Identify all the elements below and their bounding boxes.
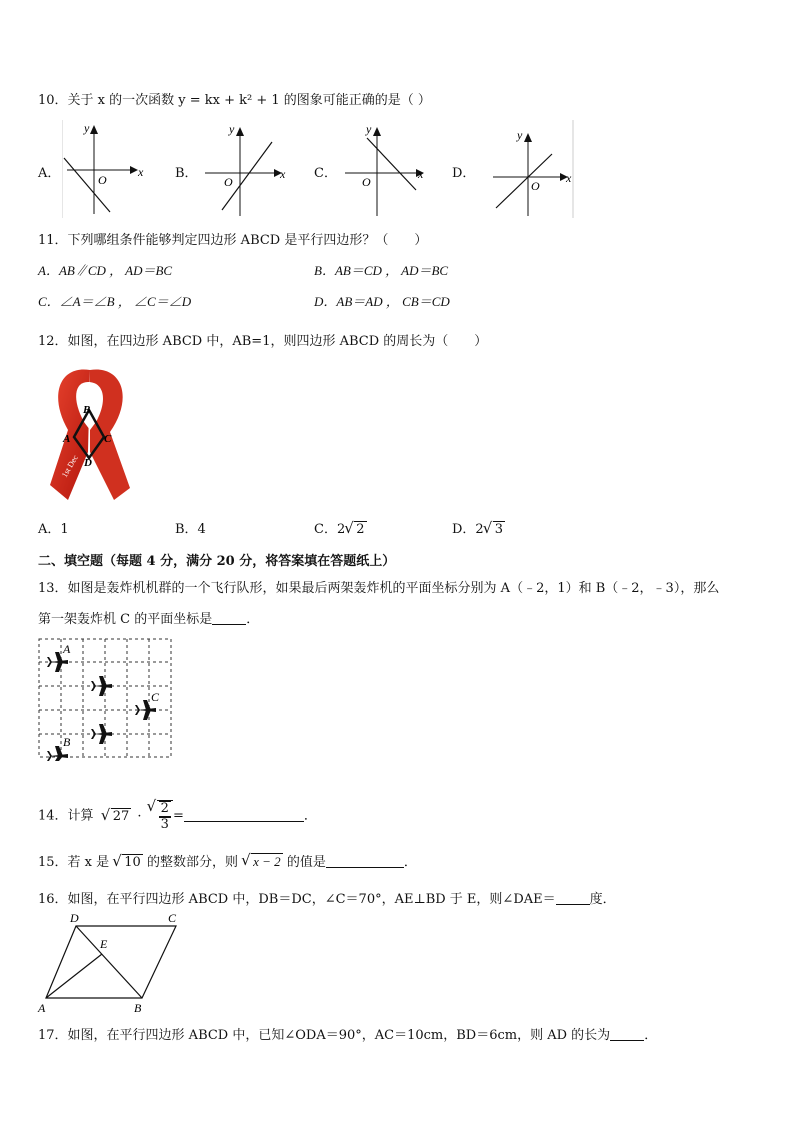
q10-graph-d — [488, 120, 576, 218]
q12-ribbon-figure — [38, 360, 138, 502]
point-e-label: E — [100, 937, 108, 951]
q10-graph-c — [340, 120, 435, 218]
q10-option-d-label: D． — [452, 166, 476, 181]
q10-stem: 10．关于 x 的一次函数 y = kx + k² + 1 的图象可能正确的是（ ） — [38, 93, 431, 108]
vertex-d-label: D — [70, 911, 79, 925]
axis-x-label: x — [280, 167, 286, 181]
plane-icon — [91, 676, 112, 696]
q13-line1: 13．如图是轰炸机机群的一个飞行队形，如果最后两架轰炸机的平面坐标分别为 A（﹣2，1）和 B（﹣2，﹣3），那么 — [38, 581, 720, 596]
axis-y-label: y — [517, 128, 523, 142]
vertex-b-label: B — [134, 1001, 142, 1014]
axis-x-label: x — [418, 167, 424, 181]
q15-stem: 15．若 x 是 √ 10 的整数部分，则 √ x − 2 的值是 ． — [38, 851, 417, 870]
vertex-b-label: B — [83, 404, 91, 416]
vertex-c-label: C — [104, 433, 112, 445]
q14-stem: 14．计算 √ 27 · √ $\frac{2}{3}$ = ． — [38, 800, 317, 832]
q11-option-d: D．AB＝AD ， CB＝CD — [314, 294, 450, 309]
q17-stem: 17．如图，在平行四边形 ABCD 中，已知∠ODA＝90°，AC＝10cm，BD＝6cm，则 AD 的长为 ． — [38, 1028, 658, 1043]
vertex-c-label: C — [168, 911, 177, 925]
origin-label: O — [531, 179, 540, 193]
plane-b-label: B — [63, 735, 71, 749]
vertex-a-label: A — [63, 433, 71, 445]
q11-option-b: B．AB＝CD ， AD＝BC — [314, 263, 449, 278]
vertex-d-label: D — [84, 457, 92, 469]
origin-label: O — [98, 173, 107, 187]
plane-c-label: C — [151, 690, 160, 704]
q11-option-c: C．∠A＝∠B ， ∠C＝∠D — [38, 294, 192, 309]
q16-parallelogram-figure — [36, 910, 186, 1014]
axis-x-label: x — [138, 165, 144, 179]
q12-option-b: B．4 — [175, 522, 206, 537]
q11-stem: 11．下列哪组条件能够判定四边形 ABCD 是平行四边形？（ ） — [38, 233, 428, 248]
q11-option-a: A．AB∥CD ， AD＝BC — [38, 263, 173, 278]
axis-y-label: y — [366, 122, 372, 136]
ribbon-text: 1st Dec — [59, 453, 80, 479]
q13-grid-figure — [38, 638, 174, 762]
plane-a-label: A — [63, 642, 71, 656]
axis-y-label: y — [84, 121, 90, 135]
q12-stem: 12．如图，在四边形 ABCD 中，AB=1，则四边形 ABCD 的周长为（ ） — [38, 334, 488, 349]
origin-label: O — [224, 175, 233, 189]
q10-option-c-label: C． — [314, 166, 337, 181]
q10-graph-a — [62, 120, 152, 218]
axis-y-label: y — [229, 122, 235, 136]
q10-option-a-label: A． — [38, 166, 61, 181]
plane-icon — [91, 724, 112, 744]
origin-label: O — [362, 175, 371, 189]
q13-line2: 第一架轰炸机 C 的平面坐标是 ． — [38, 612, 260, 627]
vertex-a-label: A — [38, 1001, 46, 1014]
q12-option-d: D．2√ 3 — [452, 518, 505, 537]
axis-x-label: x — [566, 171, 572, 185]
section-heading: 二、填空题（每题 4 分，满分 20 分，将答案填在答题纸上） — [38, 554, 396, 569]
q16-stem: 16．如图，在平行四边形 ABCD 中，DB＝DC，∠C＝70°，AE⊥BD 于 E，则∠DAE＝ 度． — [38, 892, 616, 907]
q10-option-b-label: B． — [175, 166, 198, 181]
q12-option-a: A．1 — [38, 522, 69, 537]
q10-graph-b — [200, 120, 295, 218]
q12-option-c: C．2√ 2 — [314, 518, 367, 537]
